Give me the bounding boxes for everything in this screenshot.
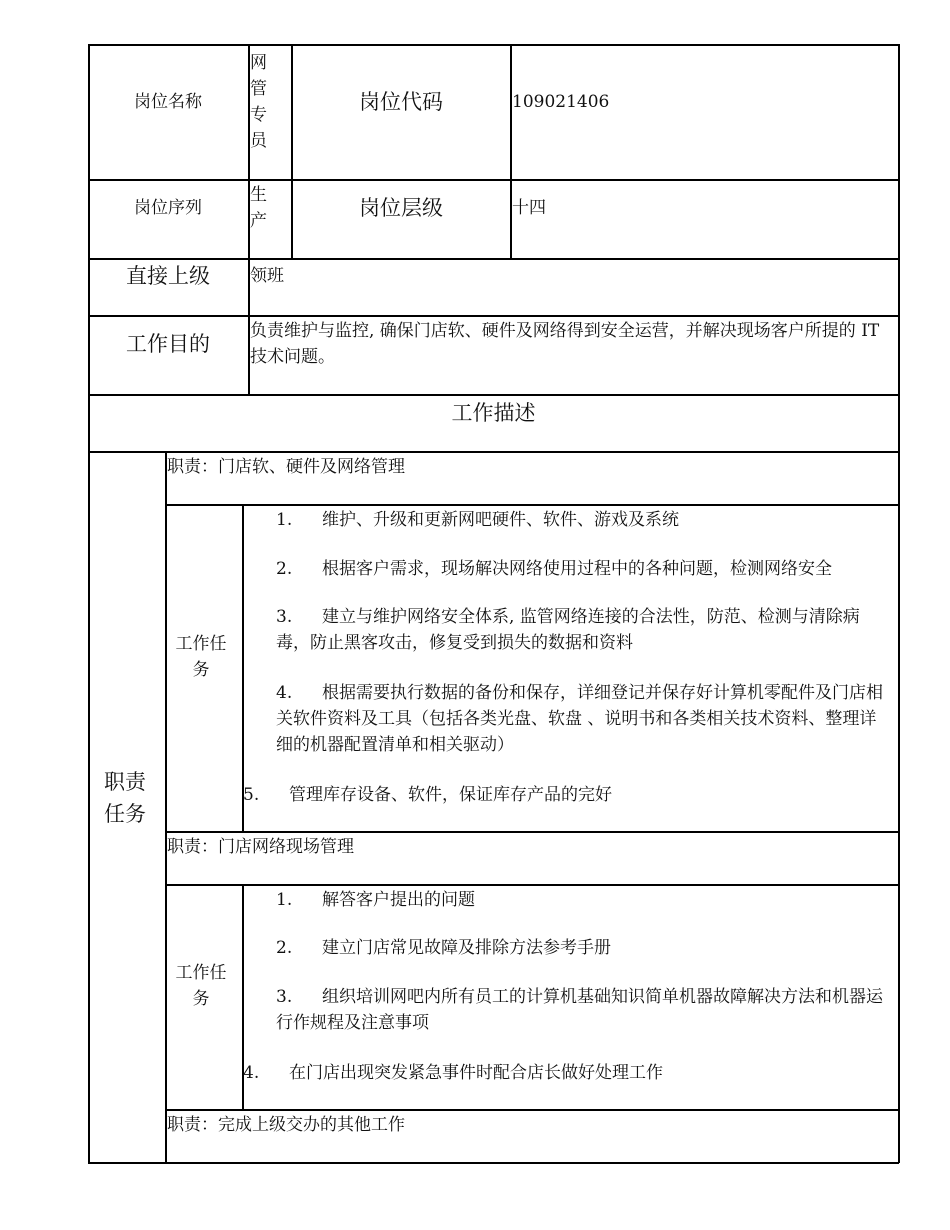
- task-item: [243, 782, 612, 808]
- table-border: [88, 179, 899, 181]
- table-border: [165, 1109, 899, 1111]
- task-text: 组织培训网吧内所有员工的计算机基础知识简单机器故障解决方法和机器运行作规程及注意事项: [276, 987, 883, 1033]
- task-text: 管理库存设备、软件，保证库存产品的完好: [289, 785, 612, 805]
- task-number: 1.: [276, 890, 293, 910]
- task-number: 2.: [276, 559, 293, 579]
- level-label: 岗位层级: [359, 196, 443, 220]
- purpose-value: 负责维护与监控, 确保门店软、硬件及网络得到安全运营，并解决现场客户所提的 IT 技术问题。: [250, 321, 880, 367]
- position-code-value: 109021406: [512, 92, 610, 112]
- table-border: [88, 451, 899, 453]
- superior-value: 领班: [250, 266, 284, 286]
- sequence-label: 岗位序列: [134, 198, 202, 218]
- duty-title: 职责：门店软、硬件及网络管理: [167, 457, 405, 477]
- duty-title: 职责：完成上级交办的其他工作: [167, 1115, 405, 1135]
- task-text: 建立门店常见故障及排除方法参考手册: [322, 938, 611, 958]
- duty-title: 职责：门店网络现场管理: [167, 837, 354, 857]
- task-item: [243, 1060, 663, 1086]
- task-item: [276, 556, 832, 582]
- duty-section-label: 职责任务: [104, 770, 146, 826]
- table-border: [165, 451, 167, 1163]
- level-value: 十四: [512, 198, 546, 218]
- task-text: 解答客户提出的问题: [322, 890, 475, 910]
- purpose-label: 工作目的: [126, 332, 210, 356]
- task-text: 根据需要执行数据的备份和保存，详细登记并保存好计算机零配件及门店相关软件资料及工具（包括各类光盘、软盘 、说明书和各类相关技术资料、整理详细的机器配置清单和相关驱动）: [276, 683, 883, 755]
- task-item: [276, 680, 886, 758]
- task-number: 3.: [276, 987, 293, 1007]
- task-text: 在门店出现突发紧急事件时配合店长做好处理工作: [289, 1063, 663, 1083]
- table-border: [510, 44, 512, 259]
- task-number: 1.: [276, 510, 293, 530]
- task-item: [276, 507, 679, 533]
- table-border: [898, 44, 900, 1163]
- position-code-label: 岗位代码: [359, 90, 443, 114]
- task-text: 维护、升级和更新网吧硬件、软件、游戏及系统: [322, 510, 679, 530]
- task-item: [276, 604, 886, 656]
- table-border: [165, 831, 899, 833]
- table-border: [165, 884, 899, 886]
- task-number: 4.: [243, 1063, 260, 1083]
- superior-label: 直接上级: [126, 264, 210, 288]
- position-name-label: 岗位名称: [134, 92, 202, 112]
- task-label: 工作任务: [175, 963, 227, 1009]
- task-text: 根据客户需求，现场解决网络使用过程中的各种问题，检测网络安全: [322, 559, 832, 579]
- task-label: 工作任务: [175, 634, 227, 680]
- table-border: [88, 1162, 899, 1164]
- table-border: [88, 394, 899, 396]
- description-title: 工作描述: [451, 401, 536, 425]
- sequence-value: 生产: [250, 185, 267, 231]
- task-number: 4.: [276, 683, 293, 703]
- task-number: 3.: [276, 607, 293, 627]
- task-number: 2.: [276, 938, 293, 958]
- table-border: [165, 504, 899, 506]
- table-border: [88, 258, 899, 260]
- task-number: 5.: [243, 785, 260, 805]
- table-border: [88, 315, 899, 317]
- task-text: 建立与维护网络安全体系, 监管网络连接的合法性，防范、检测与清除病毒，防止黑客攻击，修复受到损失的数据和资料: [276, 607, 860, 653]
- table-border: [88, 44, 899, 46]
- table-border: [291, 44, 293, 259]
- position-name-value: 网管专员: [250, 53, 267, 151]
- task-item: [276, 984, 886, 1036]
- task-item: [276, 887, 475, 913]
- task-item: [276, 935, 611, 961]
